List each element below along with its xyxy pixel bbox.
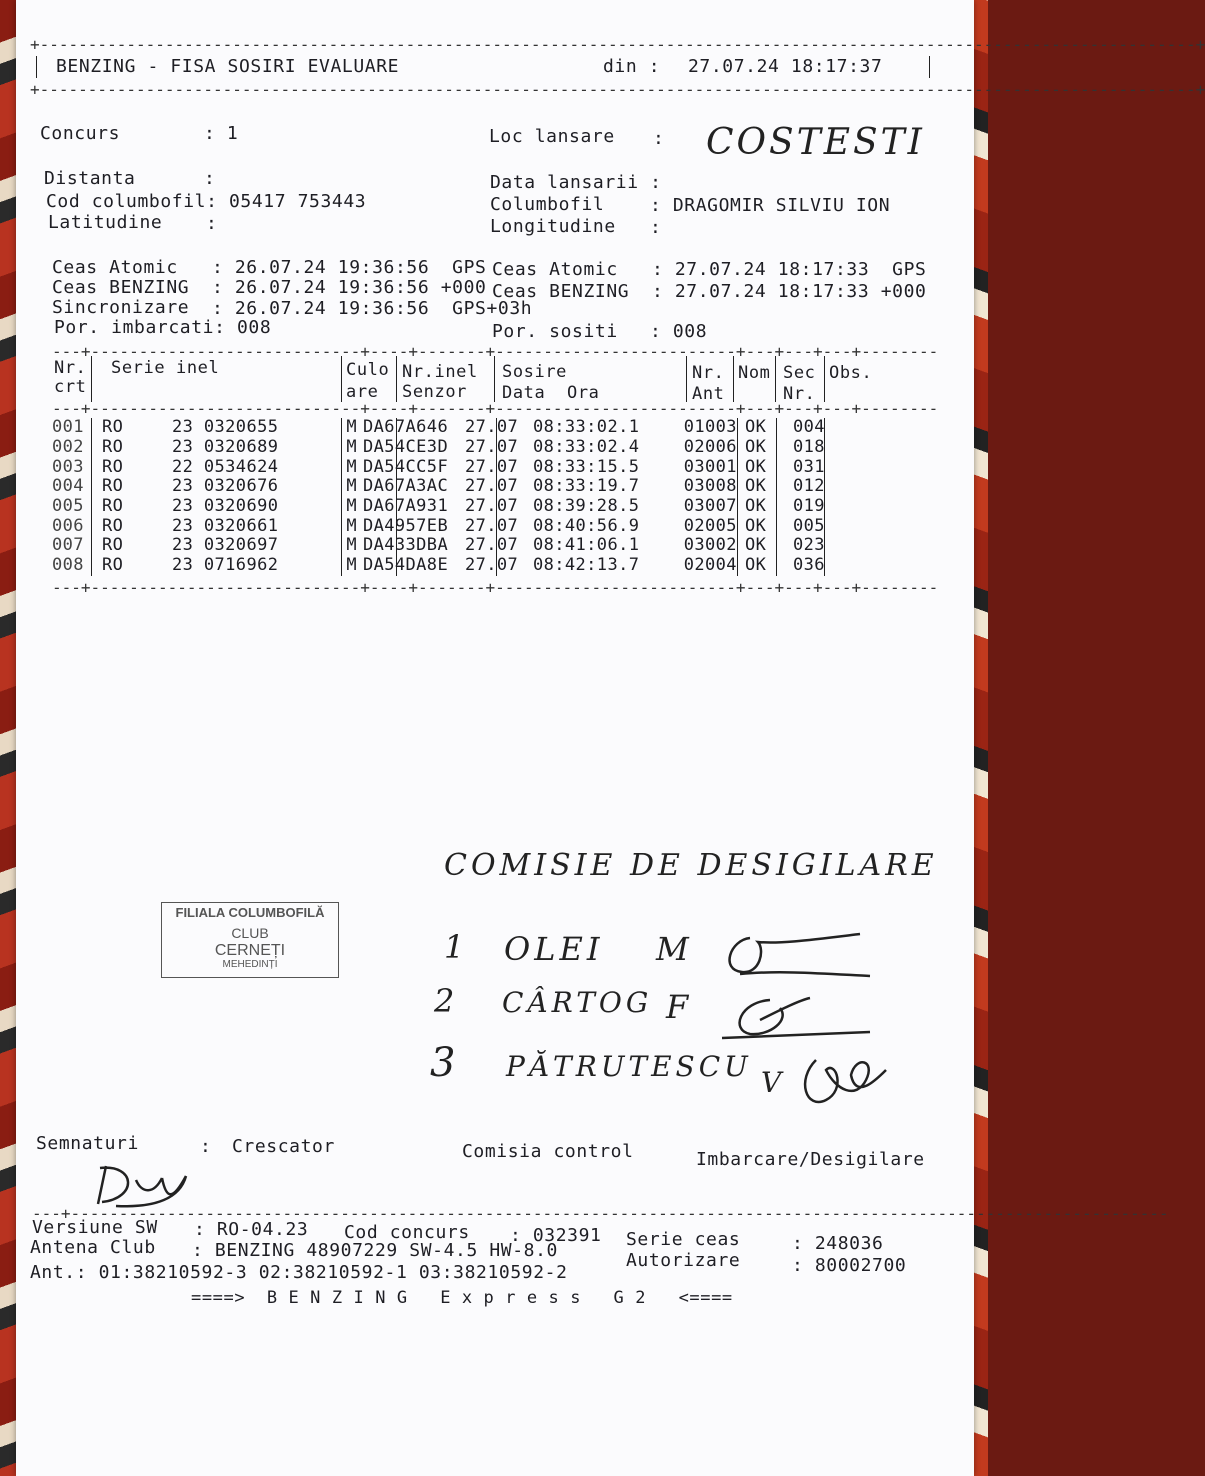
cell-sex: M [346,535,357,556]
cell-ring: 23 0320690 [172,496,279,517]
member-1-name: OLEI [504,930,604,968]
cod-concurs-value: : 032391 [510,1225,602,1246]
table-row [52,536,843,556]
versiune-label: Versiune SW [32,1217,158,1238]
sincronizare-value: : 26.07.24 19:36:56 GPS+03h [212,298,533,319]
stamp-line-4: MEHEDINȚI [222,959,278,970]
antena-club-value: : BENZING 48907229 SW-4.5 HW-8.0 [192,1240,558,1261]
table-row [52,457,843,477]
signature-member-2 [720,990,880,1050]
cell-obs: 036 [793,555,825,576]
th-nr-inel: Nr.inel [402,362,478,382]
member-2-name: CÂRTOG [502,986,653,1019]
th-nr: Nr. [54,358,87,378]
por-sositi-label: Por. sositi [492,321,618,342]
header-bottom-border: +------------------------------------------------------------------------------------------------------------------------+ [30,80,1205,99]
cell-sex: M [346,456,357,477]
cell-ring: 23 0320676 [172,476,279,497]
longitudine-value: : [650,217,662,238]
cod-columbofil-value: 05417 753443 [229,191,367,212]
signature-member-3 [796,1050,896,1120]
cell-time: 08:41:06.1 [533,535,640,556]
cell-time: 08:33:19.7 [533,476,640,497]
benzing-express-banner: ====> B E N Z I N G E x p r e s s G 2 <==== [191,1288,733,1308]
cell-obs: 004 [793,417,825,438]
col-sep-ant [686,356,687,402]
cell-date: 27.07 [465,456,519,477]
cell-sex: M [346,496,357,517]
crescator-label: Crescator [232,1136,335,1157]
cell-date: 27.07 [465,535,519,556]
cod-concurs-label: Cod concurs [344,1222,470,1243]
cell-obs: 031 [793,456,825,477]
columbofil-value: : DRAGOMIR SILVIU ION [650,195,891,216]
cell-ant: 02 [683,515,705,536]
printout-paper [16,0,1205,1476]
cell-time: 08:40:56.9 [533,515,640,536]
cell-nom: 008 [705,476,737,497]
cell-country: RO [102,437,124,458]
cell-date: 27.07 [465,515,519,536]
distanta-label: Distanta [44,168,136,189]
th-are: are [346,382,379,402]
cell-nom: 006 [705,437,737,458]
member-2-number: 2 [434,982,459,1020]
cell-sec: OK [745,417,767,438]
cell-country: RO [102,456,124,477]
table-row [52,516,843,536]
stamp-line-3: CERNEȚI [214,942,286,959]
cell-crt: 001 [52,417,84,438]
cell-nom: 001 [705,456,737,477]
col-sep-sec [775,356,776,402]
cell-sec: OK [745,476,767,497]
header-right-bar [929,56,930,78]
report-title: BENZING - FISA SOSIRI EVALUARE [56,56,400,77]
table-top-border: ---+----------------------------+----+-------+-------------------------+---+---+---+-------- [52,342,939,361]
table-row [52,556,843,576]
cell-time: 08:33:02.1 [533,417,640,438]
semnaturi-label: Semnaturi [36,1133,139,1154]
cell-ring: 22 0534624 [172,456,279,477]
member-1-initial: M [656,930,693,968]
cell-ant: 03 [683,456,705,477]
handwritten-heading: COMISIE DE DESIGILARE [444,848,938,883]
cell-crt: 005 [52,496,84,517]
cell-ant: 02 [683,555,705,576]
loc-lansare-colon: : [653,128,665,149]
concurs-label: Concurs [40,123,121,144]
cell-date: 27.07 [465,555,519,576]
cell-crt: 002 [52,437,84,458]
cell-obs: 012 [793,476,825,497]
cell-country: RO [102,417,124,438]
imbarcare-desigilare-label: Imbarcare/Desigilare [696,1149,925,1170]
cell-time: 08:33:02.4 [533,437,640,458]
cell-ring: 23 0716962 [172,555,279,576]
cell-sensor: DA67A3AC [363,476,449,497]
cell-sex: M [346,476,357,497]
latitudine-label: Latitudine [48,212,163,233]
columbofil-label: Columbofil [490,194,605,215]
cell-nom: 002 [705,535,737,556]
th-senzor: Senzor [402,382,468,402]
autorizare-label: Autorizare [626,1250,741,1271]
din-datetime: 27.07.24 18:17:37 [688,56,883,77]
col-sep-sosire [494,356,495,402]
footer-top-border: ---+------------------------------------------------------------------------------------------------------------------ [32,1204,1169,1223]
cell-sensor: DA433DBA [363,535,449,556]
cell-sex: M [346,555,357,576]
signature-member-1 [720,930,880,990]
cell-sensor: DA54DA8E [363,555,449,576]
cell-ring: 23 0320655 [172,417,279,438]
cell-date: 27.07 [465,437,519,458]
th-data-ora: Data Ora [502,383,600,403]
th-ant: Ant [692,384,725,404]
col-sep-nrinel [396,356,397,402]
cell-sensor: DA54CE3D [363,437,449,458]
member-3-number: 3 [430,1040,460,1086]
header-top-border: +------------------------------------------------------------------------------------------------------------------------+ [30,35,1205,54]
cell-sec: OK [745,496,767,517]
cell-crt: 004 [52,476,84,497]
th-sosire: Sosire [502,362,568,382]
cell-crt: 007 [52,535,84,556]
member-1-number: 1 [444,928,469,966]
cell-time: 08:33:15.5 [533,456,640,477]
arrivals-table [52,418,843,576]
cell-sensor: DA67A931 [363,496,449,517]
ceas-benzing-value: : 26.07.24 19:36:56 +000 [212,277,487,298]
stamp-line-1: FILIALA COLUMBOFILĂ [175,905,325,920]
cell-ant: 02 [683,437,705,458]
cell-sec: OK [745,515,767,536]
cell-ant: 03 [683,496,705,517]
latitudine-value: : [206,213,218,234]
cell-country: RO [102,496,124,517]
col-sep-crt [91,356,92,402]
member-3-name: PĂTRUTESCU [506,1050,752,1083]
stamp-line-2: CLUB [231,925,269,941]
cell-sex: M [346,437,357,458]
th-nom: Nom [738,363,771,383]
cell-time: 08:39:28.5 [533,496,640,517]
cell-country: RO [102,535,124,556]
right-ceas-atomic-label: Ceas Atomic [492,259,618,280]
cell-obs: 005 [793,515,825,536]
th-crt: crt [54,377,87,397]
cell-ant: 03 [683,476,705,497]
comisia-control-label: Comisia control [462,1141,634,1162]
cod-columbofil-label: Cod columbofil: [46,191,218,212]
antena-club-label: Antena Club [30,1237,156,1258]
cell-crt: 006 [52,515,84,536]
table-row [52,497,843,517]
data-lansarii-label: Data lansarii : [490,172,662,193]
cell-obs: 019 [793,496,825,517]
ceas-atomic-label: Ceas Atomic [52,257,178,278]
cell-crt: 008 [52,555,84,576]
cell-date: 27.07 [465,496,519,517]
cell-country: RO [102,476,124,497]
por-imbarcati: Por. imbarcati: 008 [54,317,272,338]
cell-country: RO [102,515,124,536]
autorizare-value: : 80002700 [792,1255,907,1276]
right-ceas-benzing-label: Ceas BENZING [492,281,630,302]
member-2-initial: F [666,988,693,1026]
cell-obs: 018 [793,437,825,458]
concurs-value: : 1 [204,123,239,144]
th-nr-ant: Nr. [692,363,725,383]
header-left-bar [36,56,37,78]
cell-sex: M [346,417,357,438]
th-serie-inel: Serie inel [111,358,220,378]
por-sositi-value: : 008 [650,321,708,342]
cell-nom: 007 [705,496,737,517]
th-sec-nr: Nr. [783,384,816,404]
ceas-atomic-value: : 26.07.24 19:36:56 GPS [212,257,487,278]
table-row [52,438,843,458]
cell-time: 08:42:13.7 [533,555,640,576]
cell-sec: OK [745,437,767,458]
cell-sex: M [346,515,357,536]
cell-ant: 03 [683,535,705,556]
cell-country: RO [102,555,124,576]
club-stamp [161,902,339,978]
member-3-initial: V [761,1066,786,1099]
cell-date: 27.07 [465,417,519,438]
loc-lansare-label: Loc lansare [489,126,615,147]
cell-date: 27.07 [465,476,519,497]
col-sep-nom [733,356,734,402]
versiune-value: : RO-04.23 [194,1219,309,1240]
cell-ant: 01 [683,417,705,438]
ceas-benzing-label: Ceas BENZING [52,277,190,298]
th-obs: Obs. [829,363,873,383]
table-row [52,418,843,438]
longitudine-label: Longitudine [490,216,616,237]
cell-sensor: DA54CC5F [363,456,449,477]
distanta-value: : [204,168,216,189]
cell-sensor: DA4957EB [363,515,449,536]
cell-nom: 003 [705,417,737,438]
cell-sec: OK [745,456,767,477]
cell-ring: 23 0320661 [172,515,279,536]
antenna-list: Ant.: 01:38210592-3 02:38210592-1 03:38210592-2 [30,1262,568,1283]
cell-nom: 005 [705,515,737,536]
cell-nom: 004 [705,555,737,576]
din-label: din : [603,56,661,77]
cell-sensor: DA67A646 [363,417,449,438]
serie-ceas-label: Serie ceas [626,1229,741,1250]
cell-obs: 023 [793,535,825,556]
th-culo: Culo [346,360,390,380]
sincronizare-label: Sincronizare [52,297,190,318]
right-ceas-atomic-value: : 27.07.24 18:17:33 GPS [652,259,927,280]
loc-lansare-handwritten: COSTESTI [706,122,925,163]
right-ceas-benzing-value: : 27.07.24 18:17:33 +000 [652,281,927,302]
col-sep-culo [341,356,342,402]
table-header-border: ---+----------------------------+----+-------+-------------------------+---+---+---+-------- [52,399,939,418]
semnaturi-colon: : [200,1136,212,1157]
table-bottom-border: ---+----------------------------+----+-------+-------------------------+---+---+---+-------- [52,578,939,597]
cell-sec: OK [745,555,767,576]
table-row [52,477,843,497]
cell-ring: 23 0320697 [172,535,279,556]
cell-ring: 23 0320689 [172,437,279,458]
th-sec: Sec [783,363,816,383]
serie-ceas-value: : 248036 [792,1233,884,1254]
col-sep-obs [824,356,825,402]
cell-crt: 003 [52,456,84,477]
cell-sec: OK [745,535,767,556]
